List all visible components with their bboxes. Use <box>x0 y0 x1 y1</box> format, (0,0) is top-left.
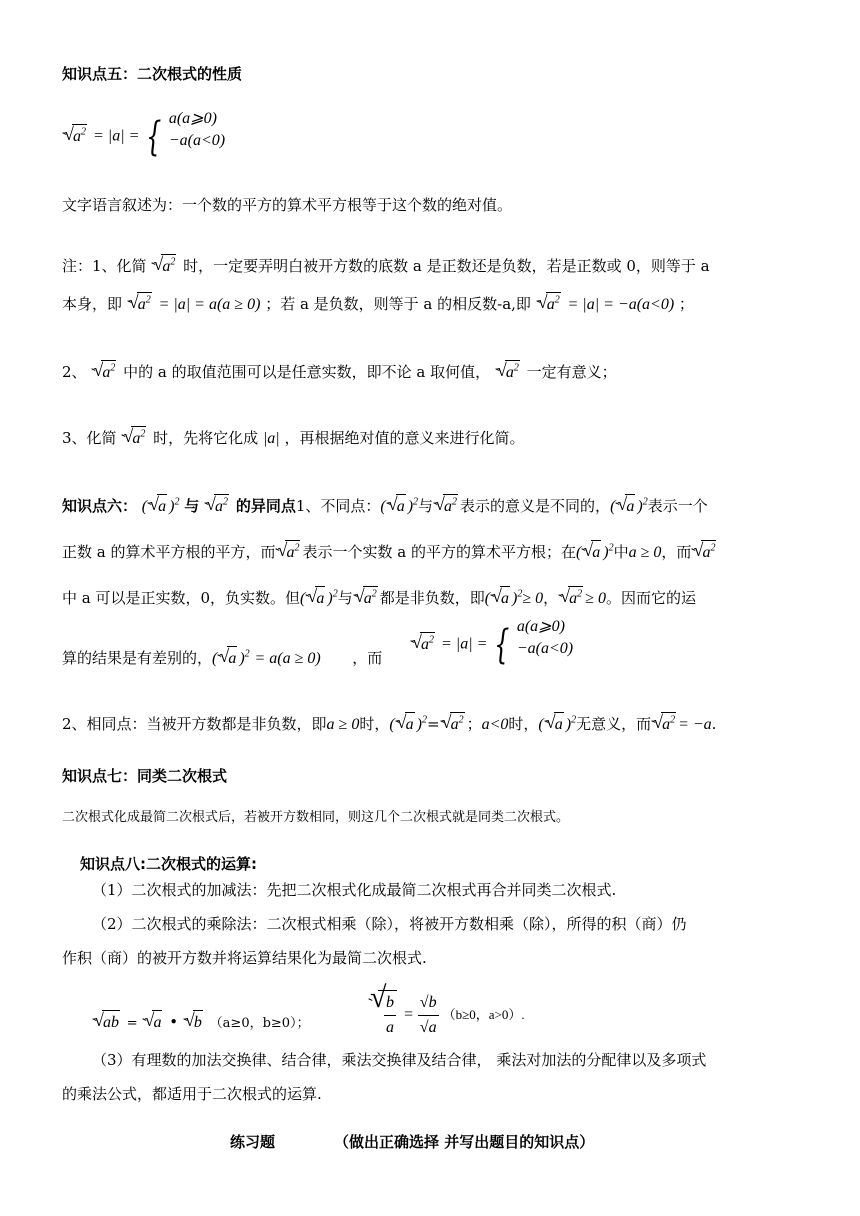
l1-c: 表示的意义是不同的， <box>460 497 611 515</box>
section-8-formulas <box>92 1010 344 1036</box>
note-2-end: 一定有意义； <box>526 363 617 381</box>
section-8-title: 知识点八:二次根式的运算: <box>80 855 257 873</box>
sqrt-a-paren-squared: ( √ a )$^2$ <box>610 498 648 515</box>
f-eq: = <box>126 1016 138 1031</box>
section-8-p1: （1）二次根式的加减法：先把二次根式化成最简二次根式再合并同类二次根式. <box>92 881 617 899</box>
l3-sep: ， <box>543 589 559 607</box>
sqrt-a-squared: √ $a^2$ <box>495 360 520 385</box>
sqrt-a-squared: √ $a^2$ <box>121 426 146 451</box>
sqrt-a-squared: √ $a^2$ <box>151 254 176 279</box>
section-6-line-3 <box>62 586 696 611</box>
l1-d: 表示一个 <box>647 497 708 515</box>
l3-ineq1: ≥ 0 <box>522 590 544 607</box>
text-description: 文字语言叙述为：一个数的平方的算术平方根等于这个数的绝对值。 <box>62 196 513 214</box>
sqrt-a-squared: √ $a^2$ <box>536 292 561 317</box>
sqrt-a-squared: √ $a^2$ <box>440 712 465 737</box>
l1-b: 与 <box>418 497 434 515</box>
case-1: a(a⩾0) <box>516 618 565 635</box>
section-6-cases-formula <box>410 618 574 668</box>
note-1-f: = |a| = −a(a<0) <box>567 296 675 313</box>
case-2: −a(a<0) <box>516 640 574 657</box>
sqrt-a-squared: √ $a^2$ <box>127 292 152 317</box>
note-2-prefix: 2、 <box>62 363 87 381</box>
l5-d: 时， <box>508 715 539 733</box>
note-1-d: = |a| = a(a ≥ 0) <box>158 296 261 313</box>
section-6-title-c: 的异同点 <box>235 497 296 515</box>
sqrt-a-squared: √ $a^2$ <box>353 586 378 611</box>
f-cond1: （a≥0，b≥0）； <box>209 1016 310 1031</box>
l3-a: 中 a 可以是正实数，0，负实数。但 <box>62 589 301 607</box>
note-1-c: 本身，即 <box>62 295 123 313</box>
section-8-p2a: （2）二次根式的乘除法：二次根式相乘（除），将被开方数相乘（除），所得的积（商）仍 <box>92 915 687 933</box>
l5-cond2: a<0 <box>481 716 509 733</box>
l5-a: 2、相同点：当被开方数都是非负数，即 <box>62 715 327 733</box>
sqrt-ab: √ ab <box>92 1010 120 1035</box>
note-3-text: 时，先将它化成 <box>153 429 259 447</box>
sqrt-a-paren-squared: ( √ a )$^2$ <box>538 716 576 733</box>
l2-b: 表示一个实数 a 的平方的算术平方根；在 <box>302 543 576 561</box>
l3-d: 。因而它的运 <box>605 589 696 607</box>
sqrt-a: √ a <box>142 1010 162 1035</box>
l2-cond: a ≥ 0 <box>628 544 662 561</box>
l3-b: 与 <box>337 589 353 607</box>
l3-c: 都是非负数，即 <box>379 589 485 607</box>
formula-cases <box>168 110 226 152</box>
l2-d: ，而 <box>661 543 692 561</box>
exercise-subtitle: （做出正确选择 并写出题目的知识点） <box>334 1133 595 1151</box>
sqrt-a-paren-squared: ( √ a )$^2$ <box>576 544 614 561</box>
section-7-title: 知识点七：同类二次根式 <box>62 767 228 785</box>
l1-a: 1、不同点： <box>295 497 381 515</box>
l4-b: ，而 <box>352 649 383 667</box>
formula-lhs: = |a| = <box>93 127 140 145</box>
sqrt-a-squared: √ $a^2$ <box>275 540 300 565</box>
section-6-line-1 <box>62 494 708 519</box>
sqrt-a-squared: √ $a^2$ <box>433 494 458 519</box>
section-8-p3b: 的乘法公式，都适用于二次根式的运算. <box>62 1085 322 1103</box>
note-1-text: 时，一定要弄明白被开方数的底数 a 是正数还是负数，若是正数或 0，则等于 a <box>183 257 710 275</box>
section-8-p2b: 作积（商）的被开方数并将运算结果化为最简二次根式. <box>62 949 427 967</box>
case-1: a(a⩾0) <box>168 110 217 127</box>
section-6-title-a: 知识点六： <box>62 497 138 515</box>
sqrt-a-paren-squared: ( √ a )$^2$ <box>380 498 418 515</box>
note-2 <box>62 360 617 385</box>
note-3-prefix: 3、化简 <box>62 429 117 447</box>
sqrt-b: √ b <box>183 1010 203 1035</box>
section-6-line-5 <box>62 712 716 737</box>
l5-b: 时， <box>359 715 390 733</box>
brace: { <box>494 622 510 668</box>
l4-eq: = a(a ≥ 0) <box>254 650 321 667</box>
sqrt-a-squared: √ $a^2$ <box>62 124 87 149</box>
brace: { <box>146 114 162 160</box>
sqrt-a-squared: √ $a^2$ <box>651 712 676 737</box>
sqrt-a-paren-squared: ( √ a )$^2$ <box>300 590 338 607</box>
l4-rhs: = |a| = <box>441 635 488 653</box>
l3-ineq2: ≥ 0 <box>585 590 606 607</box>
l2-a: 正数 a 的算术平方根的平方，而 <box>62 543 276 561</box>
section-8-p3a: （3）有理数的加法交换律、结合律，乘法交换律及结合律， 乘法对加法的分配律以及多项式 <box>92 1051 707 1069</box>
sqrt-a-squared: √ $a^2$ <box>410 632 435 657</box>
section-7-text: 二次根式化成最简二次根式后，若被开方数相同，则这几个二次根式就是同类二次根式。 <box>62 810 570 825</box>
frac-sqrt-b-sqrt-a: $\frac{√b}{√a}$ <box>418 991 439 1040</box>
l5-eq: = <box>427 715 440 733</box>
sqrt-a-paren-squared: ( √ a )$^2$ <box>485 590 523 607</box>
l5-f: = −a <box>678 716 712 733</box>
note-3 <box>62 426 525 451</box>
sqrt-a-squared: √ $a^2$ <box>91 360 116 385</box>
section-6-title-b: 与 <box>184 497 200 515</box>
note-3-abs: |a| <box>262 430 280 447</box>
sqrt-a-squared: √ $a^2$ <box>558 586 583 611</box>
l5-c: ； <box>466 715 482 733</box>
note-1-line-2 <box>62 292 694 317</box>
l5-cond1: a ≥ 0 <box>326 716 360 733</box>
sqrt-b-over-a: √ $\frac{b}{a}$ <box>368 990 397 1040</box>
sqrt-a-squared: √ $a^2$ <box>691 540 716 565</box>
section-6-line-4 <box>62 646 382 671</box>
sqrt-a-paren-squared: ( √ a )$^2$ <box>142 498 180 515</box>
l5-g: . <box>711 715 717 733</box>
l2-c: 中 <box>613 543 629 561</box>
exercise-title: 练习题 <box>230 1133 276 1151</box>
case-2: −a(a<0) <box>168 132 226 149</box>
note-1-prefix: 注：1、化简 <box>62 257 147 275</box>
formula-cases <box>516 618 574 660</box>
note-2-text: 中的 a 的取值范围可以是任意实数，即不论 a 取何值， <box>123 363 491 381</box>
sqrt-a-paren-squared: ( √ a )$^2$ <box>212 650 250 667</box>
section-5-title: 知识点五：二次根式的性质 <box>62 65 243 83</box>
note-1-g: ； <box>678 295 694 313</box>
l4-a: 算的结果是有差别的， <box>62 649 213 667</box>
f-eq2: = <box>403 1006 414 1024</box>
sqrt-a-paren-squared: ( √ a )$^2$ <box>389 716 427 733</box>
note-3-end: ，再根据绝对值的意义来进行化简。 <box>284 429 525 447</box>
section-6-line-2 <box>62 540 718 565</box>
sqrt-frac-formula <box>368 981 525 1040</box>
note-1-line-1 <box>62 254 710 279</box>
f-dot: • <box>169 1013 179 1031</box>
f-cond2: （b≥0，a>0）. <box>442 1007 525 1023</box>
l5-e: 无意义，而 <box>576 715 652 733</box>
sqrt-a-squared: √ $a^2$ <box>204 494 229 519</box>
abs-value-formula <box>62 110 226 160</box>
note-1-e: ；若 a 是负数，则等于 a 的相反数-a,即 <box>265 295 531 313</box>
